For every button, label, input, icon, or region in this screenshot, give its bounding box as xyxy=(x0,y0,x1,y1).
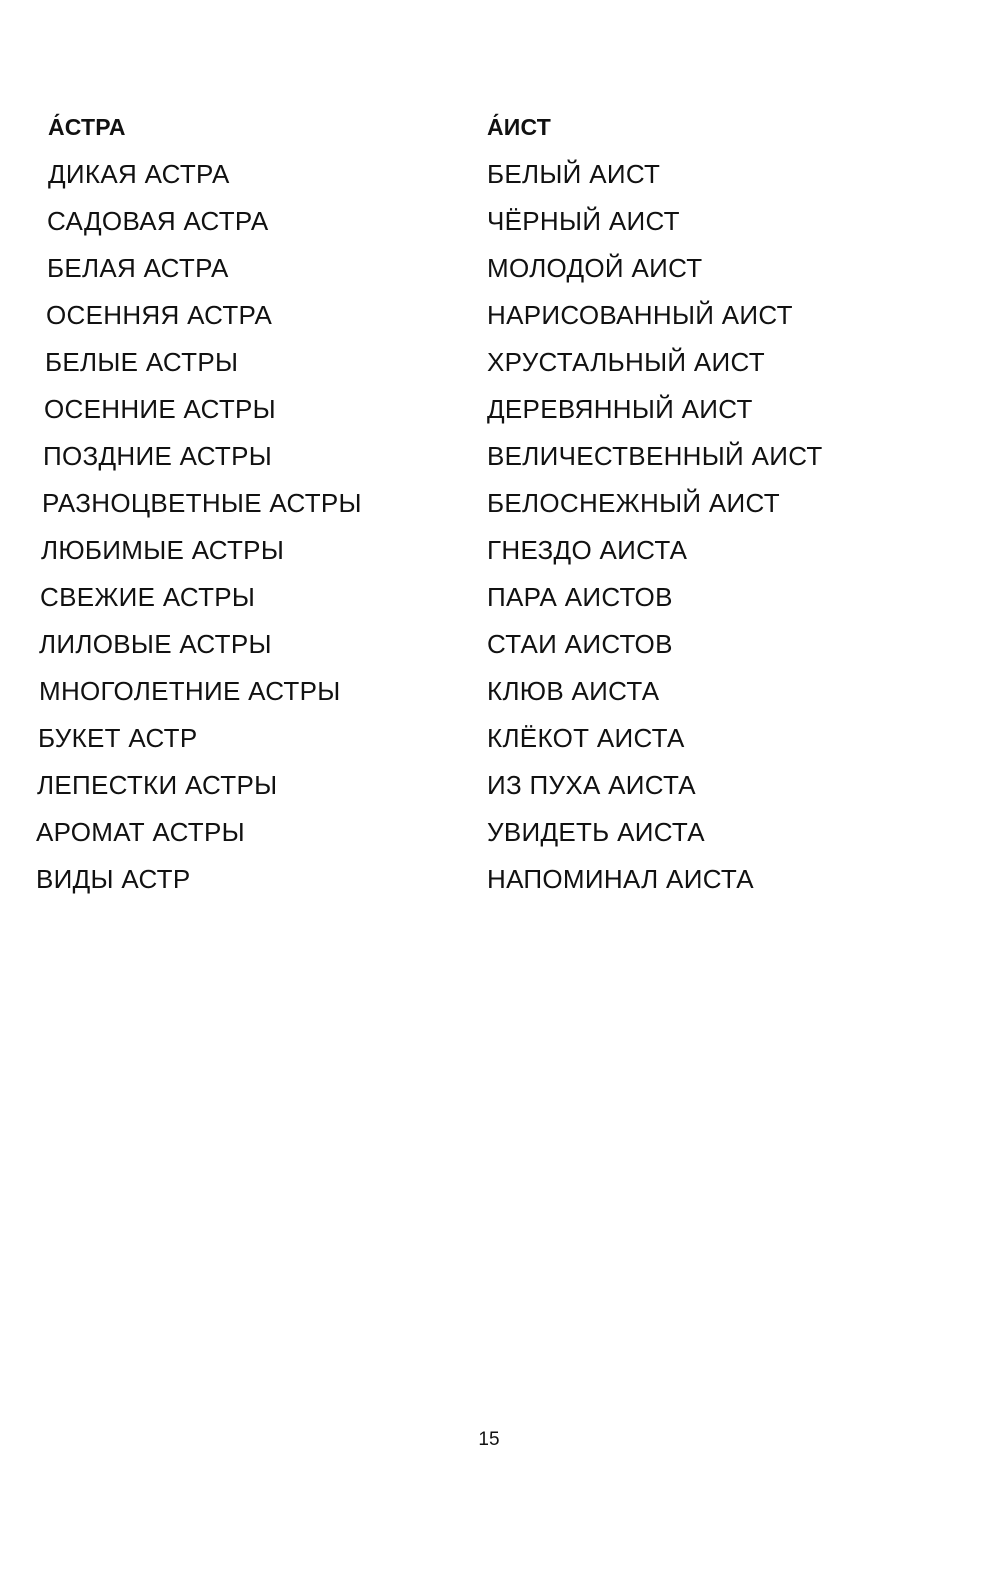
right-word-column xyxy=(487,104,823,903)
left-phrase: ПОЗДНИЕ АСТРЫ xyxy=(43,441,273,471)
left-phrase: РАЗНОЦВЕТНЫЕ АСТРЫ xyxy=(42,488,362,518)
left-phrase: ДИКАЯ АСТРА xyxy=(48,159,230,189)
right-phrase: УВИДЕТЬ АИСТА xyxy=(487,817,705,847)
right-phrase: ПАРА АИСТОВ xyxy=(487,582,673,612)
left-phrase: ЛЕПЕСТКИ АСТРЫ xyxy=(37,770,278,800)
left-phrase: ЛИЛОВЫЕ АСТРЫ xyxy=(39,629,272,659)
right-phrase: СТАИ АИСТОВ xyxy=(487,629,673,659)
right-phrase: ХРУСТАЛЬНЫЙ АИСТ xyxy=(487,347,765,377)
left-phrase: БЕЛАЯ АСТРА xyxy=(47,253,229,283)
left-phrase: БЕЛЫЕ АСТРЫ xyxy=(45,347,239,377)
left-phrase: ВИДЫ АСТР xyxy=(36,864,191,894)
right-phrase: БЕЛЫЙ АИСТ xyxy=(487,159,661,189)
left-word-column xyxy=(36,104,362,903)
right-phrase: ЧЁРНЫЙ АИСТ xyxy=(487,206,680,236)
right-phrase: ГНЕЗДО АИСТА xyxy=(487,535,688,565)
left-phrase: ОСЕННИЕ АСТРЫ xyxy=(44,394,276,424)
left-phrase: СВЕЖИЕ АСТРЫ xyxy=(40,582,256,612)
right-phrase: ДЕРЕВЯННЫЙ АИСТ xyxy=(487,394,753,424)
right-phrase: МОЛОДОЙ АИСТ xyxy=(487,253,703,283)
right-phrase: КЛЁКОТ АИСТА xyxy=(487,723,685,753)
right-phrase: КЛЮВ АИСТА xyxy=(487,676,660,706)
right-phrase: ВЕЛИЧЕСТВЕННЫЙ АИСТ xyxy=(487,441,823,471)
left-column-heading: А́СТРА xyxy=(48,114,126,140)
left-phrase: САДОВАЯ АСТРА xyxy=(47,206,269,236)
right-phrase: БЕЛОСНЕЖНЫЙ АИСТ xyxy=(487,488,780,518)
left-phrase: ОСЕННЯЯ АСТРА xyxy=(46,300,273,330)
left-phrase: МНОГОЛЕТНИЕ АСТРЫ xyxy=(39,676,341,706)
left-phrase: АРОМАТ АСТРЫ xyxy=(36,817,245,847)
right-column-heading: А́ИСТ xyxy=(487,114,552,140)
page-number: 15 xyxy=(478,1429,500,1450)
right-phrase: ИЗ ПУХА АИСТА xyxy=(487,770,696,800)
left-phrase: ЛЮБИМЫЕ АСТРЫ xyxy=(41,535,285,565)
left-phrase: БУКЕТ АСТР xyxy=(38,723,198,753)
right-phrase: НАРИСОВАННЫЙ АИСТ xyxy=(487,300,793,330)
right-phrase: НАПОМИНАЛ АИСТА xyxy=(487,864,754,894)
